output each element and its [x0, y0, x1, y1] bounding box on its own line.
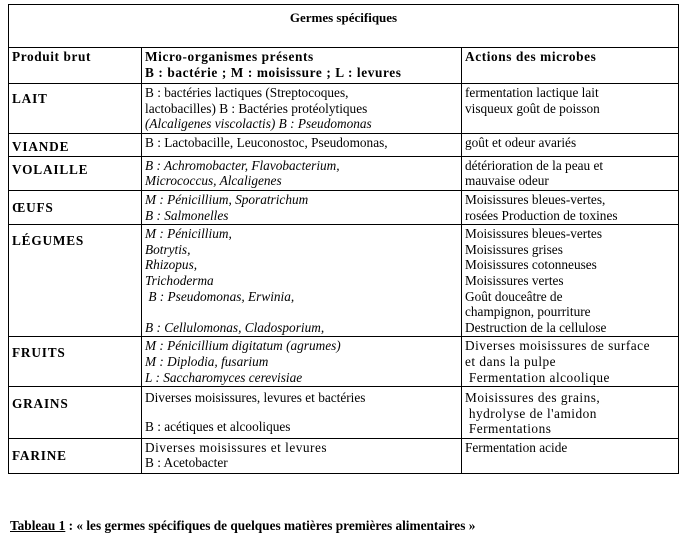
product-cell: VIANDE [9, 133, 142, 156]
table-row-oeufs [9, 190, 679, 224]
micro-cell [142, 337, 462, 387]
product-cell: VOLAILLE [9, 156, 142, 190]
caption-text: : « les germes spécifiques de quelques matières premières alimentaires » [65, 518, 476, 533]
micro-cell [142, 84, 462, 134]
table-row-viande [9, 133, 679, 156]
action-line: Moisissures des grains, [465, 390, 601, 406]
header-micro [142, 48, 462, 84]
product-cell: ŒUFS [9, 190, 142, 224]
product-cell: GRAINS [9, 387, 142, 439]
table-row-volaille [9, 156, 679, 190]
micro-cell [142, 225, 462, 337]
action-line: Diverses moisissures de surface [465, 338, 650, 354]
micro-line: Micrococcus, Alcaligenes [145, 173, 282, 189]
table-row-farine [9, 438, 679, 473]
action-line: Moisissures bleues-vertes, [465, 191, 606, 207]
micro-line: B : Acetobacter [145, 455, 228, 471]
action-line: Moisissures vertes [465, 272, 564, 288]
micro-line: (Alcaligenes viscolactis) B : Pseudomonas [145, 116, 372, 132]
action-line: Moisissures grises [465, 241, 563, 257]
actions-cell [462, 438, 679, 473]
micro-line: B : acétiques et alcooliques [145, 418, 291, 434]
product-cell: LÉGUMES [9, 225, 142, 337]
caption-tag: Tableau 1 [10, 518, 66, 533]
micro-spacer [145, 406, 458, 419]
actions-cell [462, 225, 679, 337]
micro-line: Trichoderma [145, 272, 214, 288]
table-row-legumes [9, 225, 679, 337]
actions-cell [462, 190, 679, 224]
table-caption [10, 518, 475, 534]
header-micro-line2: B : bactérie ; M : moisissure ; L : levures [145, 64, 402, 80]
action-line: Fermentation alcoolique [465, 369, 610, 385]
micro-line: M : Pénicillium digitatum (agrumes) [145, 338, 341, 354]
table-row-fruits [9, 337, 679, 387]
product-cell: FARINE [9, 438, 142, 473]
action-line: hydrolyse de l'amidon [465, 405, 597, 421]
micro-line: M : Diplodia, fusarium [145, 353, 269, 369]
micro-line: M : Pénicillium, Sporatrichum [145, 191, 309, 207]
actions-cell [462, 156, 679, 190]
micro-cell [142, 156, 462, 190]
action-line: Moisissures bleues-vertes [465, 226, 603, 242]
germes-table [8, 4, 679, 474]
micro-cell [142, 387, 462, 439]
action-line: Fermentation acide [465, 439, 568, 455]
action-line: Destruction de la cellulose [465, 319, 607, 335]
action-line: fermentation lactique lait [465, 85, 599, 100]
actions-cell [462, 84, 679, 134]
micro-line: Diverses moisissures, levures et bactéries [145, 390, 366, 406]
micro-line: Botrytis, [145, 241, 191, 257]
micro-cell [142, 133, 462, 156]
actions-cell [462, 133, 679, 156]
micro-line: L : Saccharomyces cerevisiae [145, 369, 303, 385]
header-row [9, 48, 679, 84]
micro-line: M : Pénicillium, [145, 226, 232, 242]
micro-spacer [145, 304, 458, 320]
action-line: mauvaise odeur [465, 173, 549, 189]
micro-line: Diverses moisissures et levures [145, 439, 328, 455]
action-line: goût et odeur avariés [465, 134, 577, 150]
action-line: champignon, pourriture [465, 304, 591, 320]
micro-line: B : bactéries lactiques (Streptocoques, [145, 85, 349, 100]
micro-line: lactobacilles) B : Bactéries protéolytiques [145, 100, 368, 116]
micro-line: B : Cellulomonas, Cladosporium, [145, 319, 325, 335]
actions-cell [462, 337, 679, 387]
micro-line: B : Achromobacter, Flavobacterium, [145, 157, 340, 173]
table-title: Germes spécifiques [9, 5, 679, 48]
micro-line: B : Pseudomonas, Erwinia, [145, 288, 295, 304]
table-row-lait [9, 84, 679, 134]
action-line: et dans la pulpe [465, 353, 557, 369]
action-line: détérioration de la peau et [465, 157, 604, 173]
micro-cell [142, 190, 462, 224]
micro-line: B : Lactobacille, Leuconostoc, Pseudomonas, [145, 134, 388, 150]
action-line: Fermentations [465, 421, 552, 437]
table-row-grains [9, 387, 679, 439]
product-cell: FRUITS [9, 337, 142, 387]
actions-cell [462, 387, 679, 439]
micro-line: Rhizopus, [145, 257, 198, 273]
header-product: Produit brut [9, 48, 142, 84]
action-line: visqueux goût de poisson [465, 100, 600, 116]
micro-cell [142, 438, 462, 473]
action-line: Moisissures cotonneuses [465, 257, 597, 273]
header-micro-line1: Micro-organismes présents [145, 49, 314, 64]
action-line: rosées Production de toxines [465, 207, 618, 223]
product-cell: LAIT [9, 84, 142, 134]
header-actions: Actions des microbes [462, 48, 679, 84]
micro-line: B : Salmonelles [145, 207, 229, 223]
action-line: Goût douceâtre de [465, 288, 563, 304]
